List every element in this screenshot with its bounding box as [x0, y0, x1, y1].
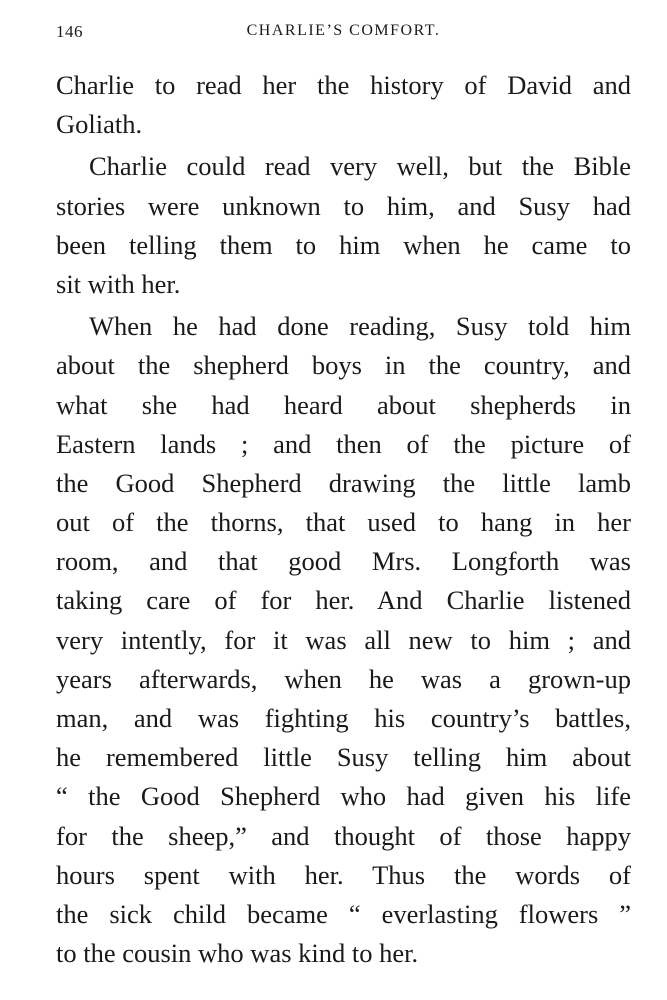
text-line: he remembered little Susy telling him about	[56, 742, 631, 773]
paragraph	[56, 66, 631, 144]
text-line: taking care of for her. And Charlie listened	[56, 585, 631, 616]
text-line: man, and was fighting his country’s battles,	[56, 703, 631, 733]
text-line: “ the Good Shepherd who had given his life	[56, 781, 631, 812]
text-line: the sick child became “ everlasting flowers ”	[56, 898, 631, 929]
text-line: years afterwards, when he was a grown-up	[56, 663, 631, 694]
text-line: hours spent with her. Thus the words of	[56, 859, 631, 890]
text-line: Charlie could read very well, but the Bible	[89, 151, 631, 182]
page-number: 146	[56, 22, 83, 41]
paragraph	[56, 147, 631, 304]
paragraph	[56, 307, 631, 973]
running-head	[56, 22, 631, 46]
running-title: CHARLIE’S COMFORT.	[246, 22, 441, 39]
text-line: very intently, for it was all new to him ; and	[56, 624, 631, 655]
text-line: about the shepherd boys in the country, and	[56, 350, 631, 381]
text-line: what she had heard about shepherds in	[56, 389, 631, 420]
text-line: sit with her.	[56, 268, 181, 299]
text-line: out of the thorns, that used to hang in her	[56, 507, 631, 538]
text-line: When he had done reading, Susy told him	[89, 311, 631, 342]
text-line: room, and that good Mrs. Longforth was	[56, 546, 631, 577]
text-line: stories were unknown to him, and Susy had	[56, 190, 631, 221]
text-line: been telling them to him when he came to	[56, 229, 631, 260]
body-text	[56, 66, 631, 976]
text-line: the Good Shepherd drawing the little lamb	[56, 467, 631, 498]
text-line: Charlie to read her the history of David and	[56, 70, 631, 100]
text-line: Eastern lands ; and then of the picture of	[56, 428, 631, 459]
text-line: for the sheep,” and thought of those happy	[56, 820, 631, 851]
text-line: Goliath.	[56, 109, 143, 140]
text-line: to the cousin who was kind to her.	[56, 938, 419, 969]
